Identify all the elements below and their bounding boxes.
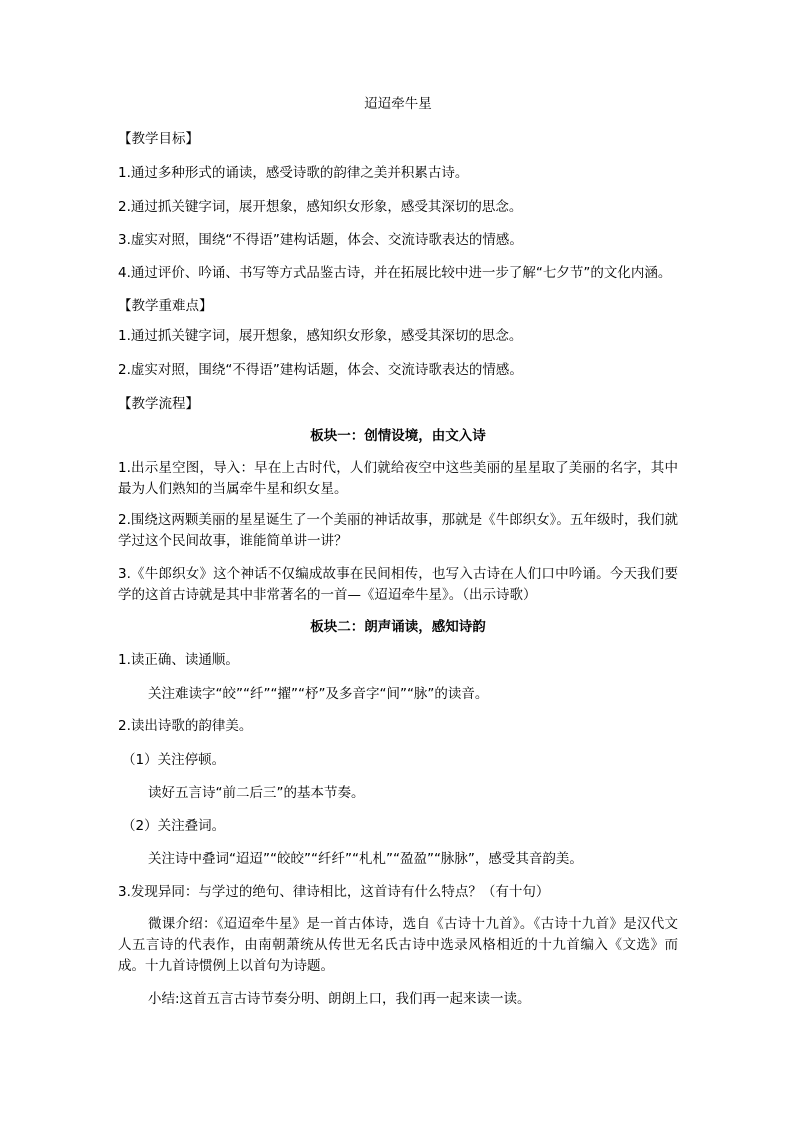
section2-item-1-note: 关注难读字“皎”“纤”“擢”“杼”及多音字“间”“脉”的读音。 [148,686,489,702]
section1-paragraph-2: 2.围绕这两颗美丽的星星诞生了一个美丽的神话故事，那就是《牛郎织女》。五年级时，我们就学过这个民间故事，谁能简单讲一讲？ [118,512,678,549]
keypoint-item-2: 2.虚实对照，围绕“不得语”建构话题，体会、交流诗歌表达的情感。 [118,362,523,378]
goal-item-3: 3.虚实对照，围绕“不得语”建构话题，体会、交流诗歌表达的情感。 [118,232,523,248]
section2-sub-2: （2）关注叠词。 [122,818,226,834]
section1-paragraph-3: 3.《牛郎织女》这个神话不仅编成故事在民间相传，也写入古诗在人们口中吟诵。今天我们要学的这首古诗就是其中非常著名的一首—《迢迢牵牛星》。（出示诗歌） [118,566,678,603]
microlesson-paragraph: 微课介绍：《迢迢牵牛星》是一首古体诗，选自《古诗十九首》。《古诗十九首》是汉代文人五言诗的代表作，由南朝萧统从传世无名氏古诗中选录风格相近的十九首编入《文选》而成。十九首诗惯例上以首句为诗题。 [118,916,678,974]
section2-item-2: 2.读出诗歌的韵律美。 [118,718,253,734]
section2-sub-1-note: 读好五言诗“前二后三”的基本节奏。 [148,785,365,801]
goals-heading: 【教学目标】 [118,131,199,147]
section2-item-3: 3.发现异同：与学过的绝句、律诗相比，这首诗有什么特点？（有十句） [118,884,550,900]
goal-item-4: 4.通过评价、吟诵、书写等方式品鉴古诗，并在拓展比较中进一步了解“七夕节”的文化内涵。 [118,265,672,281]
process-heading: 【教学流程】 [118,396,199,412]
section1-paragraph-1: 1.出示星空图，导入：早在上古时代，人们就给夜空中这些美丽的星星取了美丽的名字，其中最为人们熟知的当属牵牛星和织女星。 [118,460,678,497]
goal-item-1: 1.通过多种形式的诵读，感受诗歌的韵律之美并积累古诗。 [118,165,469,181]
keypoints-heading: 【教学重难点】 [118,298,213,314]
section2-sub-2-note: 关注诗中叠词“迢迢”“皎皎”“纤纤”“札札”“盈盈”“脉脉”，感受其音韵美。 [148,851,583,867]
summary-paragraph: 小结:这首五言古诗节奏分明、朗朗上口，我们再一起来读一读。 [148,991,531,1007]
section2-heading: 板块二：朗声诵读，感知诗韵 [310,619,486,635]
section2-item-1: 1.读正确、读通顺。 [118,652,239,668]
section1-heading: 板块一：创情设境，由文入诗 [310,428,486,444]
section2-sub-1: （1）关注停顿。 [122,752,226,768]
goal-item-2: 2.通过抓关键字词，展开想象，感知织女形象，感受其深切的思念。 [118,199,523,215]
keypoint-item-1: 1.通过抓关键字词，展开想象，感知织女形象，感受其深切的思念。 [118,328,523,344]
page-title: 迢迢牵牛星 [364,96,432,112]
